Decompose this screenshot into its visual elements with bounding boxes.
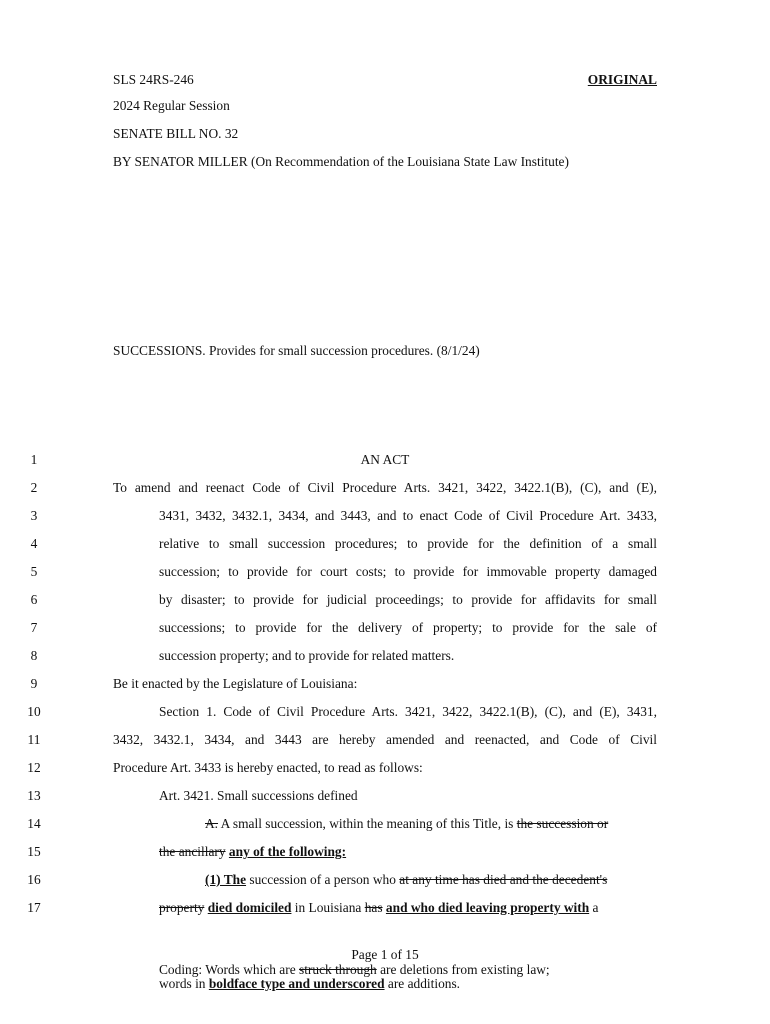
line-number: 6 [30, 592, 38, 607]
deleted-text: A. [205, 816, 219, 831]
line-number: 16 [27, 872, 41, 887]
added-text: (1) The [205, 872, 247, 887]
coding-text: are deletions from existing law; [376, 962, 550, 977]
deleted-text: the succession or [516, 816, 609, 831]
existing-text: A small succession, within the meaning of this Title, is [218, 816, 517, 831]
bill-text-line [159, 844, 346, 860]
bill-text-line: Procedure Art. 3433 is hereby enacted, to read as follows: [113, 760, 423, 775]
line-number: 15 [27, 844, 41, 859]
bill-text-line: 3432, 3432.1, 3434, and 3443 are hereby amended and reenacted, and Code of Civil [113, 732, 657, 747]
bill-number: SENATE BILL NO. 32 [113, 126, 239, 141]
line-number: 17 [27, 900, 41, 915]
coding-bold-sample: boldface type and underscored [208, 976, 385, 991]
bill-text-line: succession property; and to provide for related matters. [159, 648, 455, 663]
bill-text-line: by disaster; to provide for judicial proceedings; to provide for affidavits for small [159, 592, 657, 607]
article-heading: Art. 3421. Small successions defined [159, 788, 358, 803]
act-title: AN ACT [360, 452, 410, 467]
deleted-text: has [364, 900, 383, 915]
bill-code: SLS 24RS-246 [113, 72, 194, 87]
coding-struck-sample: struck through [299, 962, 377, 977]
added-text: any of the following: [228, 844, 347, 859]
line-number: 1 [30, 452, 38, 467]
line-number: 5 [30, 564, 38, 579]
line-number: 12 [27, 760, 41, 775]
line-number: 8 [30, 648, 38, 663]
coding-text: words in [159, 976, 209, 991]
page-number: Page 1 of 15 [351, 947, 419, 962]
deleted-text: at any time has died and the decedent's [399, 872, 608, 887]
line-number: 3 [30, 508, 38, 523]
digest-line: SUCCESSIONS. Provides for small succession procedures. (8/1/24) [113, 343, 480, 358]
bill-text-line [205, 872, 607, 888]
existing-text: succession of a person who [246, 872, 400, 887]
added-text: and who died leaving property with [385, 900, 590, 915]
bill-text-line: 3431, 3432, 3432.1, 3434, and 3443, and to enact Code of Civil Procedure Art. 3433, [159, 508, 657, 523]
bill-text-line [205, 816, 608, 832]
added-text: died domiciled [207, 900, 292, 915]
line-number: 4 [30, 536, 38, 551]
bill-text-line: Section 1. Code of Civil Procedure Arts. 3421, 3422, 3422.1(B), (C), and (E), 3431, [159, 704, 657, 719]
bill-text-line: relative to small succession procedures; to provide for the definition of a small [159, 536, 657, 551]
coding-legend-line-2 [159, 976, 460, 992]
existing-text: in Louisiana [291, 900, 365, 915]
deleted-text: property [159, 900, 205, 915]
line-number: 2 [30, 480, 38, 495]
line-number: 13 [27, 788, 41, 803]
line-number: 11 [27, 732, 41, 747]
session-label: 2024 Regular Session [113, 98, 230, 113]
bill-text-line [159, 900, 598, 916]
line-number: 10 [27, 704, 41, 719]
bill-text-line: succession; to provide for court costs; to provide for immovable property damaged [159, 564, 657, 579]
line-number: 7 [30, 620, 38, 635]
line-number: 14 [27, 816, 41, 831]
bill-author: BY SENATOR MILLER (On Recommendation of the Louisiana State Law Institute) [113, 154, 569, 169]
bill-text-line: Be it enacted by the Legislature of Louisiana: [113, 676, 358, 691]
existing-text: a [589, 900, 599, 915]
bill-text-line: To amend and reenact Code of Civil Procedure Arts. 3421, 3422, 3422.1(B), (C), and (E), [113, 480, 657, 495]
deleted-text: the ancillary [159, 844, 226, 859]
bill-text-line: successions; to provide for the delivery of property; to provide for the sale of [159, 620, 657, 635]
coding-text: Coding: Words which are [159, 962, 299, 977]
coding-text: are additions. [384, 976, 461, 991]
line-number: 9 [30, 676, 38, 691]
status-label: ORIGINAL [587, 72, 657, 87]
